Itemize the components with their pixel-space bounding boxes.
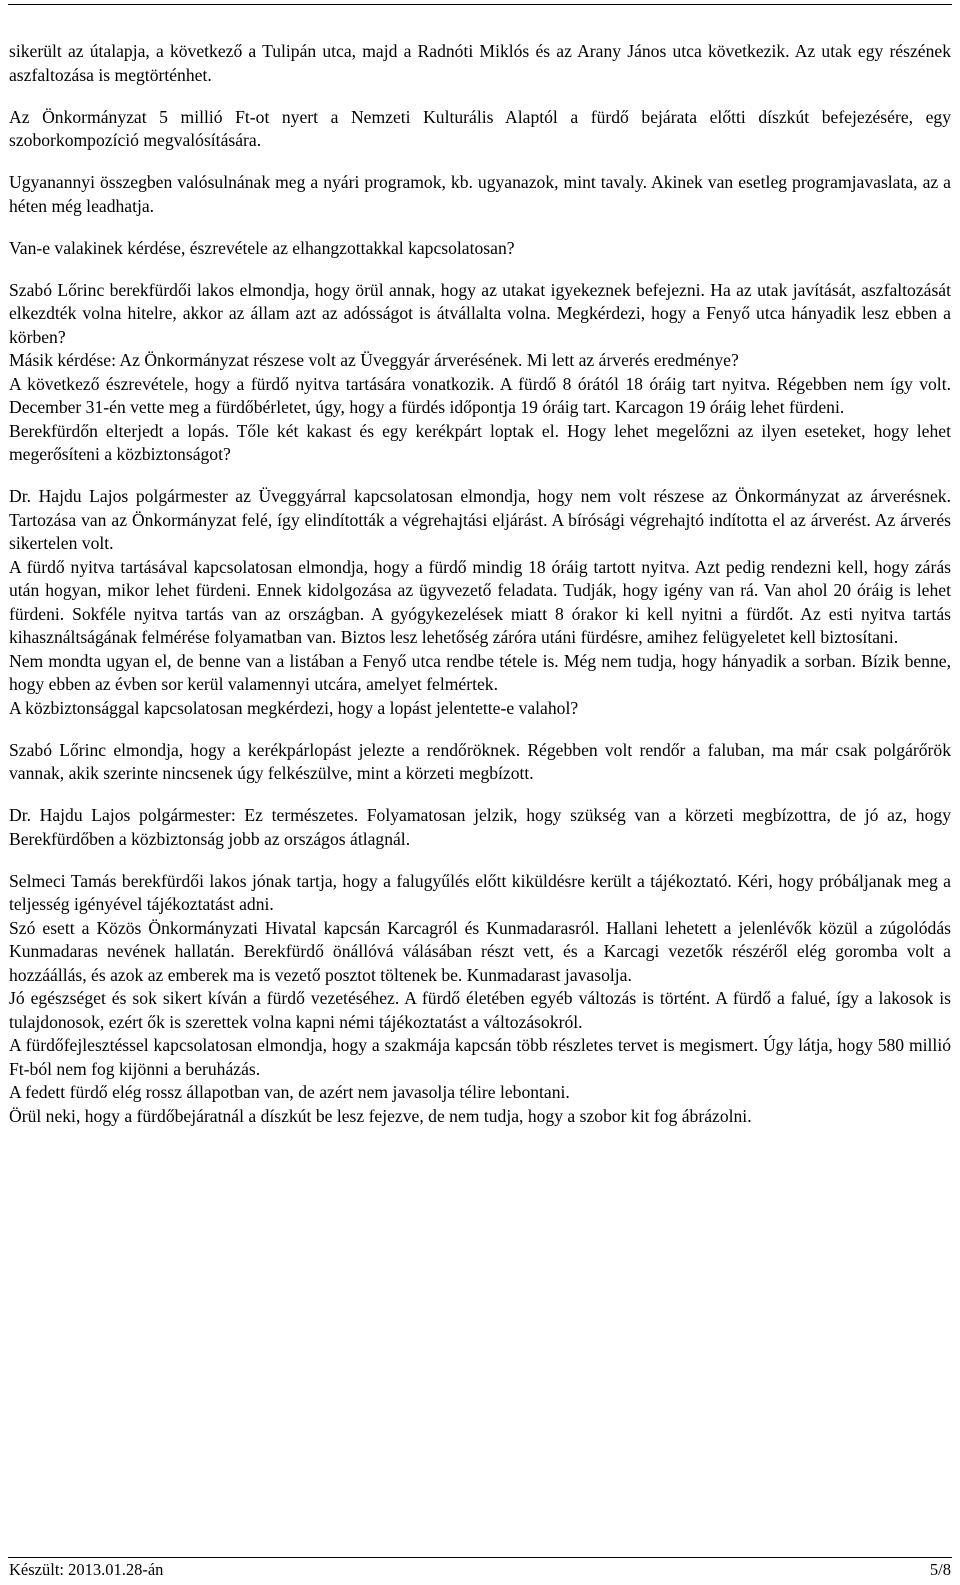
footer-rule — [8, 1557, 952, 1558]
paragraph: Szabó Lőrinc elmondja, hogy a kerékpárlopást jelezte a rendőröknek. Régebben volt rendőr a faluban, ma már csak polgárőrök vannak, akik szerinte nincsenek úgy felkészülve, mint a körzeti megbízott. — [9, 739, 951, 783]
paragraph: Dr. Hajdu Lajos polgármester az Üveggyárral kapcsolatosan elmondja, hogy nem volt részese az Önkormányzat az árverésnek. Tartozása van az Önkormányzat felé, így elindították a végrehajtási eljárást. A bírósági végrehajtó indította el az árverést. Az árverés sikertelen volt. — [9, 486, 951, 553]
page-number: 5/8 — [929, 1560, 951, 1579]
paragraph: Az Önkormányzat 5 millió Ft-ot nyert a Nemzeti Kulturális Alaptól a fürdő bejárata előtti díszkút befejezésére, egy szoborkompozíció megvalósítására. — [9, 106, 951, 150]
paragraph: A fedett fürdő elég rossz állapotban van, de azért nem javasolja télire lebontani. — [9, 1082, 570, 1102]
paragraph: Berekfürdőn elterjedt a lopás. Tőle két kakast és egy kerékpárt loptak el. Hogy lehet megelőzni az ilyen eseteket, hogy lehet megerősíteni a közbiztonságot? — [9, 420, 951, 464]
page-footer — [9, 1560, 951, 1580]
paragraph: Nem mondta ugyan el, de benne van a listában a Fenyő utca rendbe tétele is. Még nem tudja, hogy hányadik a sorban. Bízik benne, hogy ebben az évben sor kerül valamennyi utcára, amelyet felmértek. — [9, 650, 951, 694]
paragraph: Ugyanannyi összegben valósulnának meg a nyári programok, kb. ugyanazok, mint tavaly. Akinek van esetleg programjavaslata, az a héten még leadhatja. — [9, 172, 951, 216]
document-body — [9, 40, 951, 1128]
paragraph: Másik kérdése: Az Önkormányzat részese volt az Üveggyár árverésének. Mi lett az árverés eredménye? — [9, 350, 739, 370]
paragraph: Dr. Hajdu Lajos polgármester: Ez természetes. Folyamatosan jelzik, hogy szükség van a körzeti megbízottra, de jó az, hogy Berekfürdőben a közbiztonság jobb az országos átlagnál. — [9, 805, 951, 849]
paragraph: Jó egészséget és sok sikert kíván a fürdő vezetéséhez. A fürdő életében egyéb változás is történt. A fürdő a falué, így a lakosok is tulajdonosok, ezért ők is szerettek volna kapni némi tájékoztatást a változásokról. — [9, 988, 951, 1032]
header-rule — [8, 4, 952, 5]
paragraph: Van-e valakinek kérdése, észrevétele az elhangzottakkal kapcsolatosan? — [9, 237, 515, 258]
paragraph: Szó esett a Közös Önkormányzati Hivatal kapcsán Karcagról és Kunmadarasról. Hallani lehetett a jelenlévők közül a zúgolódás Kunmadaras nevének hallatán. Berekfürdő önállóvá válásában részt vett, és a Karcagi vezetők részéről elég goromba volt a hozzáállás, és azok az emberek ma is vezető posztot töltenek be. Kunmadarast javasolja. — [9, 917, 951, 985]
paragraph: A fürdőfejlesztéssel kapcsolatosan elmondja, hogy a szakmája kapcsán több részletes tervet is megismert. Úgy látja, hogy 580 millió Ft-ból nem fog kijönni a beruházás. — [9, 1035, 951, 1079]
paragraph: Örül neki, hogy a fürdőbejáratnál a díszkút be lesz fejezve, de nem tudja, hogy a szobor kit fog ábrázolni. — [9, 1105, 752, 1126]
footer-created-date: Készült: 2013.01.28-án — [9, 1560, 164, 1579]
paragraph: A közbiztonsággal kapcsolatosan megkérdezi, hogy a lopást jelentette-e valahol? — [9, 697, 579, 718]
paragraph: A fürdő nyitva tartásával kapcsolatosan elmondja, hogy a fürdő mindig 18 óráig tartott nyitva. Azt pedig rendezni kell, hogy zárás után hogyan, mikor lehet fürdeni. Ennek kidolgozása az ügyvezető feladata. Tudják, hogy igény van rá. Van ahol 20 óráig is lehet fürdeni. Sokféle nyitva tartás van az országban. A gyógykezelések miatt 8 órakor ki kell nyitni a fürdőt. Az esti nyitva tartás kihasználtságának felmérése folyamatban van. Biztos lesz lehetőség záróra utáni fürdésre, amihez felügyeletet kell biztosítani. — [9, 556, 951, 647]
paragraph: Selmeci Tamás berekfürdői lakos jónak tartja, hogy a falugyűlés előtt kiküldésre került a tájékoztató. Kéri, hogy próbáljanak meg a teljesség igényével tájékoztatást adni. — [9, 870, 951, 914]
paragraph: A következő észrevétele, hogy a fürdő nyitva tartására vonatkozik. A fürdő 8 órától 18 óráig tart nyitva. Régebben nem így volt. December 31-én vette meg a fürdőbérletet, úgy, hogy a fürdés időpontja 19 óráig tart. Karcagon 19 óráig lehet fürdeni. — [9, 373, 951, 417]
paragraph: sikerült az útalapja, a következő a Tulipán utca, majd a Radnóti Miklós és az Arany János utca következik. Az utak egy részének aszfaltozása is megtörténhet. — [9, 41, 951, 85]
paragraph: Szabó Lőrinc berekfürdői lakos elmondja, hogy örül annak, hogy az utakat igyekeznek befejezni. Ha az utak javítását, aszfaltozását elkezdték volna hitelre, akkor az állam azt az adósságot is átvállalta volna. Megkérdezi, hogy a Fenyő utca hányadik lesz ebben a körben? — [9, 279, 951, 347]
